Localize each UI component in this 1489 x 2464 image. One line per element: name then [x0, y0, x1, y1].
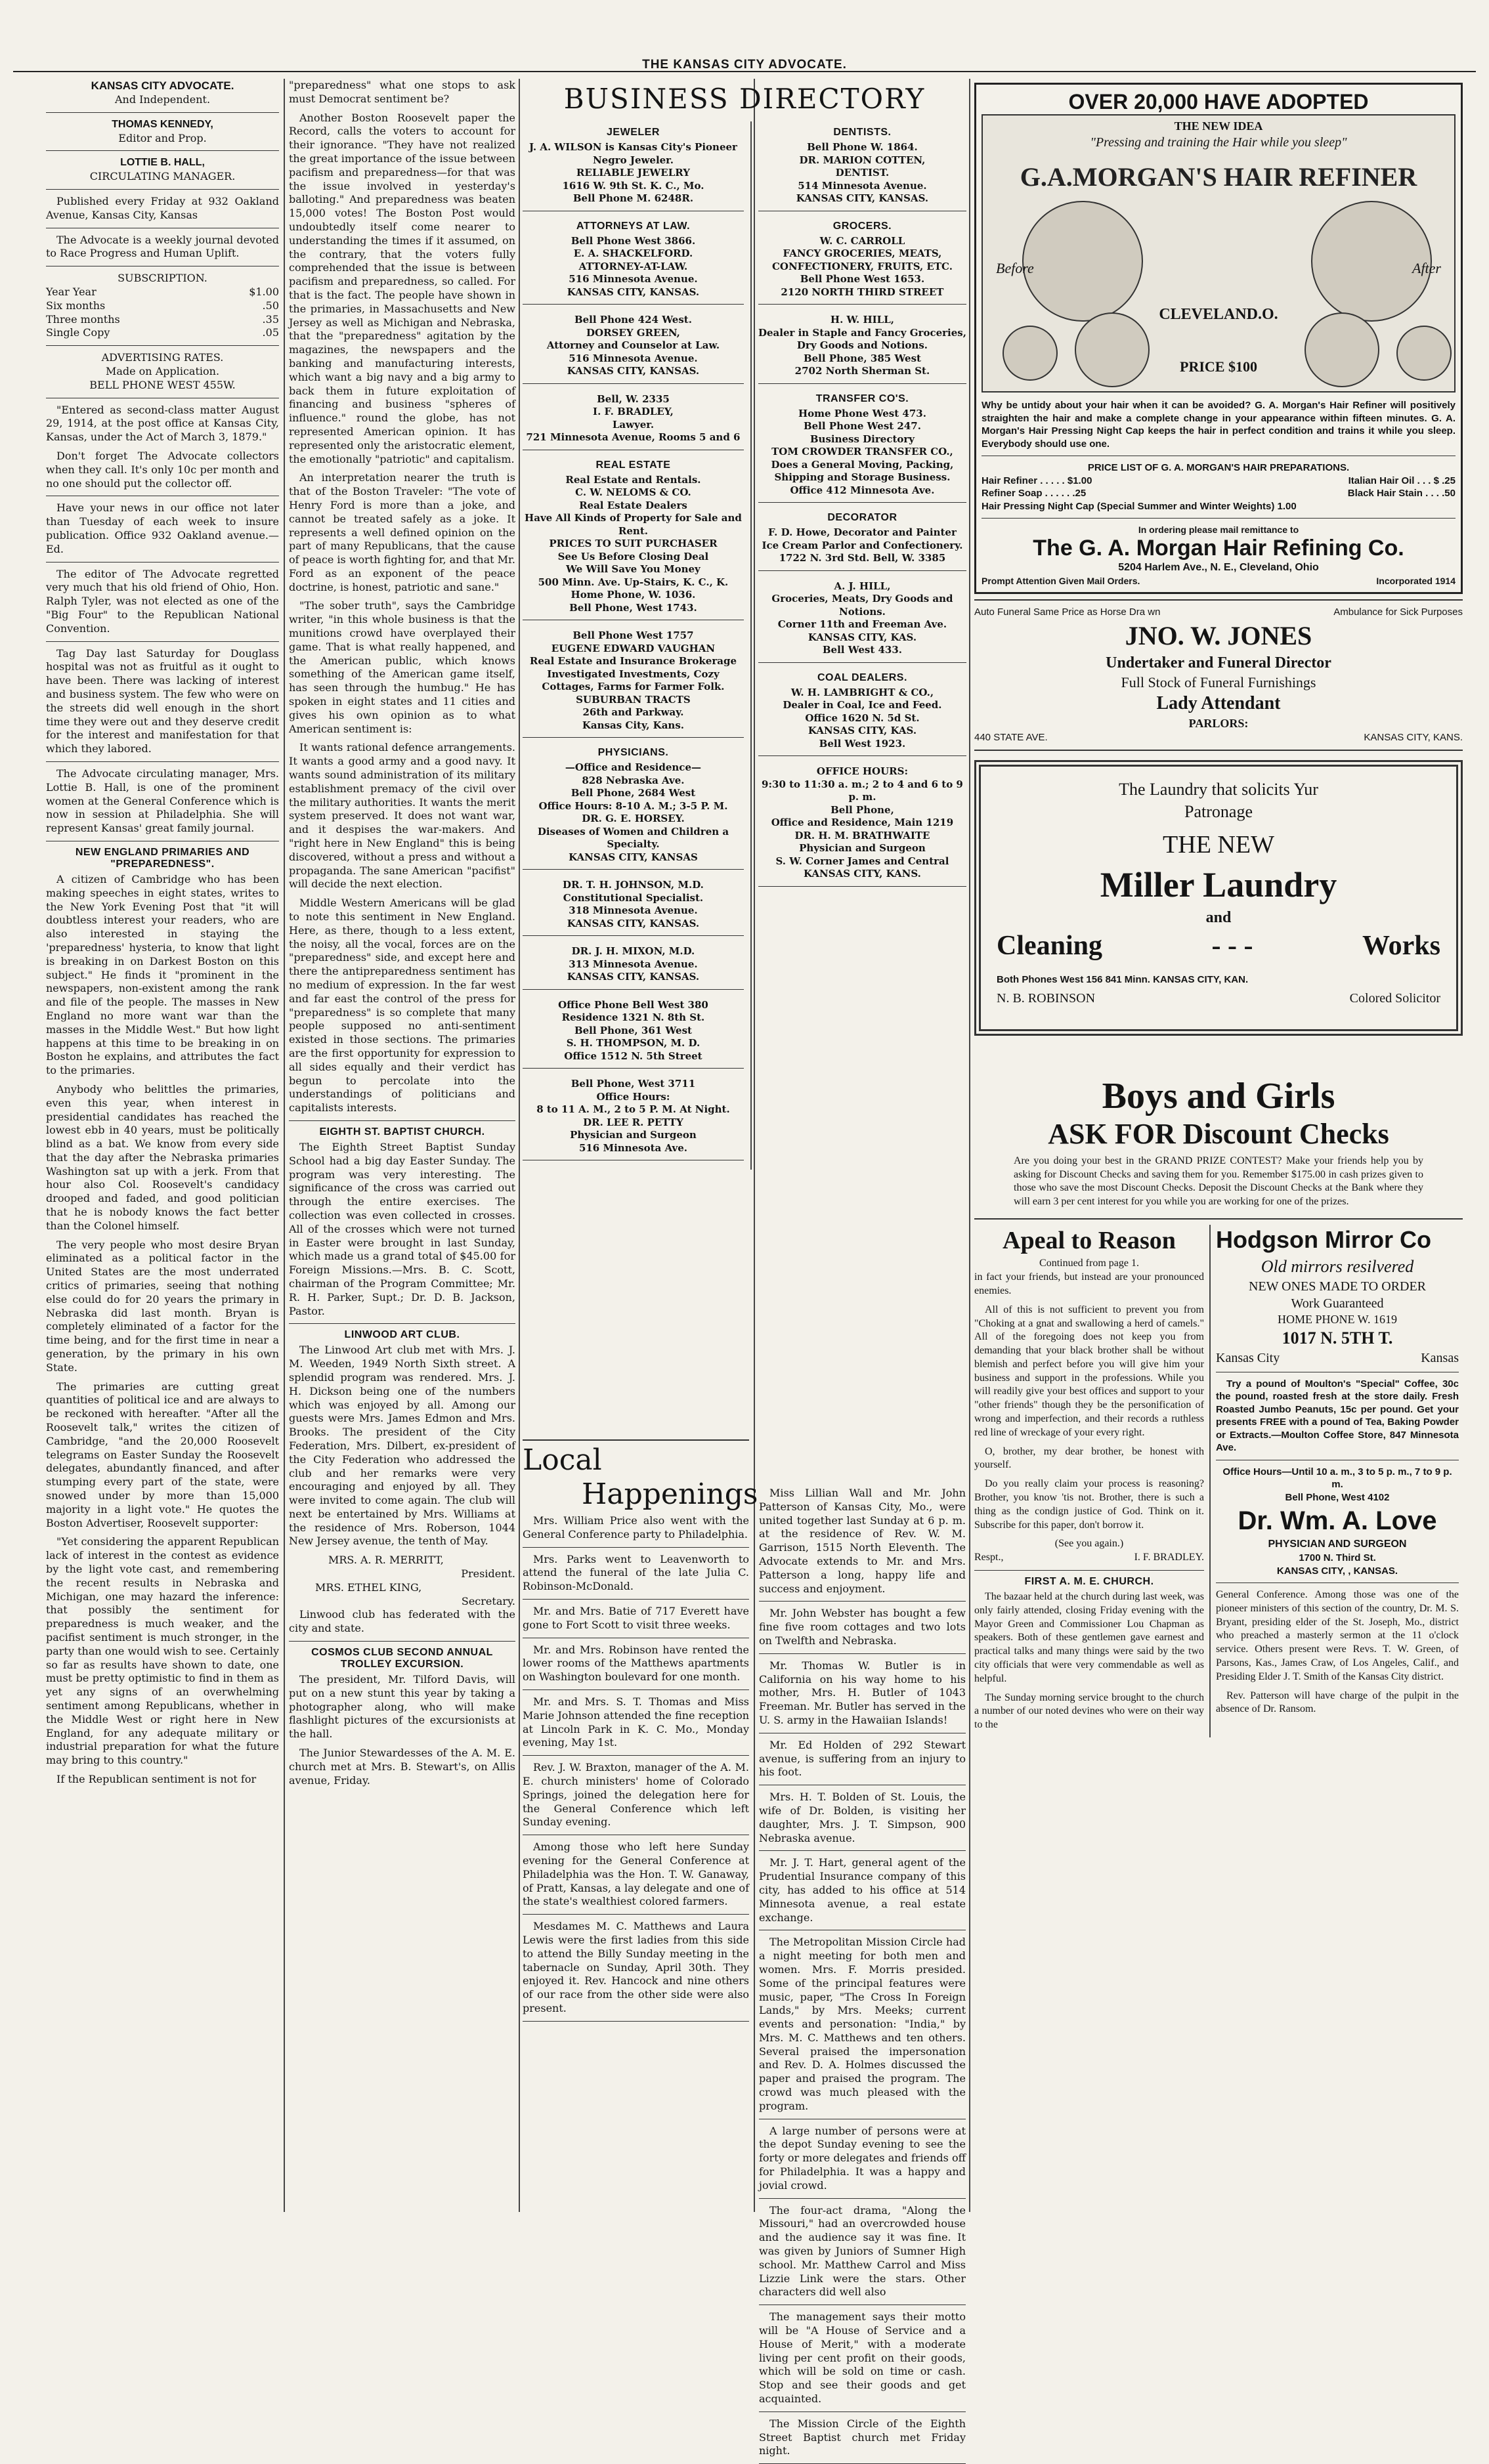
company-name: The G. A. Morgan Hair Refining Co. [1033, 536, 1404, 561]
article-paragraph: The president, Mr. Tilford Davis, will put on a new stunt this year by taking a photographer along, who will make flashlight pictures of the excursionists at the hall. [289, 1673, 515, 1741]
local-title-2: Happenings [582, 1477, 758, 1511]
directory-entry [523, 629, 744, 738]
apeal-respt: Respt., [974, 1552, 1004, 1563]
price-item: Italian Hair Oil . . . $ .25 [1348, 475, 1456, 486]
hodgson-state: Kansas [1421, 1350, 1459, 1365]
manager-name: LOTTIE B. HALL, [120, 157, 205, 169]
article-paragraph: It wants rational defence arrangements. It wants a good army and a good navy. It wants sound administration of its military establishment premacy of the civil over the military authorities. It wants the merit system preserved. It does not want war, and it despises the war-makers. And "right here in New England" this is being discovered, without a press and without a propaganda. The sane American "pacifist" will decide the next election. [289, 741, 515, 891]
laundry-solicitor: Colored Solicitor [1349, 991, 1440, 1006]
local-item: Mr. Ed Holden of 292 Stewart avenue, is suffering from an injury to his foot. [759, 1738, 966, 1779]
love-title: PHYSICIAN AND SURGEON [1268, 1539, 1407, 1550]
laundry-line: and [1205, 908, 1232, 926]
local-happenings-right [759, 1487, 966, 2457]
apeal-signature: I. F. BRADLEY. [1134, 1552, 1204, 1563]
directory-listing: Office Phone Bell West 380 Residence 1321 N. 8th St. Bell Phone, 361 West S. H. THOMPSON, M. D. Office 1512 N. 5th Street [558, 998, 708, 1062]
apeal-article [974, 1225, 1204, 1737]
article-heading: NEW ENGLAND PRIMARIES AND "PREPAREDNESS". [75, 846, 250, 870]
undertaker-parlors: PARLORS: [1188, 716, 1249, 730]
subscription-row: Six months .50 [46, 299, 279, 312]
directory-entry [523, 221, 744, 305]
directory-listing: Bell Phone West 3866. E. A. SHACKELFORD. ATTORNEY-AT-LAW. 516 Minnesota Avenue. KANSAS CITY, KANSAS. [567, 234, 700, 298]
local-item: The management says their motto will be "A House of Service and a House of Merit," with a moderate living per cent profit on their goods, which will be sold on time or cash. Stop and see their goods and get acquainted. [759, 2310, 966, 2406]
directory-entry [523, 314, 744, 384]
column-2 [289, 79, 515, 2212]
apeal-continued: Continued from page 1. [1039, 1258, 1139, 1269]
laundry-owner: N. B. ROBINSON [997, 991, 1096, 1006]
directory-listing: W. H. LAMBRIGHT & CO., Dealer in Coal, Ice and Feed. Office 1620 N. 5d St. KANSAS CITY, KAS. Bell West 1923. [783, 686, 942, 750]
directory-listing: A. J. HILL, Groceries, Meats, Dry Goods and Notions. Corner 11th and Freeman Ave. KANSAS CITY, KAS. Bell West 433. [771, 580, 953, 656]
published-note: Published every Friday at 932 Oakland Avenue, Kansas City, Kansas [46, 195, 279, 221]
local-item: Mr. Thomas W. Butler is in California on his way home to his mother, Mrs. H. Butler of 1043 Freeman. Mr. Butler has served in the U. S. army in the Hawaiian Islands! [759, 1659, 966, 1726]
directory-listing: OFFICE HOURS: 9:30 to 11:30 a. m.; 2 to 4 and 6 to 9 p. m. Bell Phone, Office and Residence, Main 1219 DR. H. M. BRATHWAITE Physician and Surgeon S. W. Corner James and Central KANSAS CITY, KANS. [762, 765, 963, 880]
article-paragraph: The primaries are cutting great quantities of political ice and are always to be reckoned with hereafter. "After all the Roosevelt talk," writes the citizen of Cambridge, "and the 20,000 Roosevelt telegrams on Easter Sunday the Roosevelt delegates, abundantly financed, and after stumping every part of the state, were snowed under by more than 15,000 majority in a light vote." He quotes the Boston Advertiser, Roosevelt supporter: [46, 1380, 279, 1529]
masthead-rule [13, 71, 1476, 72]
laundry-line: The Laundry that solicits Yur [1119, 779, 1318, 799]
advertising-heading: ADVERTISING RATES. [101, 351, 224, 364]
laundry-name: Miller Laundry [1100, 864, 1337, 904]
directory-entry [523, 945, 744, 990]
manager-role: CIRCULATING MANAGER. [89, 170, 236, 183]
directory-entry [758, 580, 966, 663]
paper-name: KANSAS CITY ADVOCATE. [91, 79, 234, 92]
article-paragraph: The Linwood Art club met with Mrs. J. M. Weeden, 1949 North Sixth street. A splendid program was rendered. Mrs. J. H. Dickson being one of the numbers which was enjoyed by all. Among our guests were Mrs. James Edmon and Mrs. Brooks. The president of the City Federation, Mrs. Dilbert, ex-president of the City Federation who addressed the club and her remarks were very encouraging and enjoyed by all. They were invited to come again. The club will next be entertained by Mrs. Williams at the residence of Mrs. Roberson, 1044 New Jersey avenue, the tenth of May. [289, 1344, 515, 1548]
signature: MRS. A. R. MERRITT, [328, 1554, 444, 1567]
company-address: 5204 Harlem Ave., N. E., Cleveland, Ohio [1118, 562, 1319, 574]
hair-ad-pitch: Why be untidy about your hair when it can be avoided? G. A. Morgan's Hair Refiner will positively straighten the hair and make a complete change in your appearance within fifteen minutes. G. A. Morgan's Hair Pressing Night Cap keeps the hair in perfect condition and trains it while you sleep. Everybody should use one. [982, 400, 1456, 450]
column-5-ads [974, 79, 1463, 2212]
local-item: Mr. John Webster has bought a few fine five room cottages and two lots on Twelfth and Nebraska. [759, 1607, 966, 1647]
local-item: Mr. and Mrs. S. T. Thomas and Miss Marie Johnson attended the fine reception at Lincoln Park in K. C. Mo., Monday evening, May 1st. [523, 1695, 749, 1749]
local-item: Miss Lillian Wall and Mr. John Patterson of Kansas City, Mo., were united together last Sunday at 6 p. m. at the residence of Rev. W. M. Garrison, 1515 North Eleventh. The Advocate extends to Mr. and Mrs. Patterson a long, happy life and success and enjoyment. [759, 1487, 966, 1595]
hodgson-line: NEW ONES MADE TO ORDER [1248, 1279, 1426, 1294]
editor-name: THOMAS KENNEDY, [112, 118, 213, 130]
laundry-dashes: - - - [1211, 931, 1253, 962]
article-paragraph: A citizen of Cambridge who has been making speeches in eight states, writes to the New York Evening Post that "it will doubtless interest your readers, who are also interested in staying the 'preparedness' hysteria, to know that light is breaking in on Darkest Boston on this subject." He finds it "prominent in the newspapers, non-existent among the rank and file of the people. The masses in New England no more want war than the masses in the Middle West." But how light happens at this time to be breaking in on Boston he explains, and attributes the fact to the primaries. [46, 872, 279, 1077]
directory-category: DECORATOR [827, 512, 897, 523]
directory-listing: —Office and Residence— 828 Nebraska Ave. Bell Phone, 2684 West Office Hours: 8-10 A. M.; 3-5 P. M. DR. G. E. HORSEY. Diseases of Women and Children a Specialty. KANSAS CITY, KANSAS [537, 761, 729, 863]
directory-entry [523, 747, 744, 870]
article-paragraph: Another Boston Roosevelt paper the Record, calls the voters to account for their ignorance. "They have not realized the great importance of the issue between pacifism and preparedness—for that was the issue involved in yesterday's balloting." And preparedness was beaten 15,000 votes! The Boston Post would undoubtedly itself come nearer to understanding the times if it assumed, on the contrary, that the voters fully comprehended that the issue is between pacifism and preparedness, so called. For that is the fact. The people have shown in the primaries, in Massachusetts and New Jersey as well as Michigan and Nebraska, that the "preparedness" agitation by the magazines, the newspapers and the banking and manufacturing interests, which want a big navy and a big army to back them in future exploitation of financing and business "spheres of influence." round the globe, has not represented American opinion. It has represented only the aristocratic element, the emotionally "patriotic" and capitalism. [289, 111, 515, 465]
love-city: KANSAS CITY, , KANSAS. [1276, 1565, 1398, 1577]
directory-listing: DR. T. H. JOHNSON, M.D. Constitutional Specialist. 318 Minnesota Avenue. KANSAS CITY, KANSAS. [563, 879, 704, 929]
discount-subhead: ASK FOR Discount Checks [1048, 1117, 1389, 1150]
subscription-heading: SUBSCRIPTION. [118, 272, 207, 285]
hair-ad-after: After [1412, 260, 1441, 276]
directory-entry [758, 393, 966, 503]
hair-ad-arc-1: THE NEW IDEA [1174, 119, 1263, 133]
subscription-row: Three months .35 [46, 312, 279, 326]
weekly-note: The Advocate is a weekly journal devoted to Race Progress and Human Uplift. [46, 233, 279, 260]
paper-masthead-title: THE KANSAS CITY ADVOCATE. [642, 58, 847, 72]
hair-ad-headline: OVER 20,000 HAVE ADOPTED [1068, 90, 1369, 114]
news-note: Have your news in our office not later than Tuesday of each week to insure publication. Office 932 Oakland avenue.—Ed. [46, 501, 279, 555]
apeal-see: (See you again.) [1054, 1538, 1124, 1550]
directory-category: TRANSFER CO'S. [815, 393, 909, 404]
laundry-line: THE NEW [1163, 831, 1274, 859]
signature-role: President. [461, 1567, 515, 1581]
directory-category: COAL DEALERS. [817, 671, 907, 683]
article-paragraph: Rev. Patterson will have charge of the pulpit in the absence of Dr. Ransom. [1216, 1689, 1459, 1715]
remit-note: In ordering please mail remittance to [1138, 524, 1299, 535]
love-phone: Bell Phone, West 4102 [1285, 1491, 1390, 1503]
undertaker-address: 440 STATE AVE. [974, 732, 1048, 744]
signature: MRS. ETHEL KING, [315, 1581, 422, 1594]
hair-ad-arc-2: "Pressing and training the Hair while you sleep" [1090, 135, 1347, 150]
hair-ad-before: Before [996, 260, 1034, 276]
directory-entry [523, 393, 744, 450]
subscription-row: Single Copy .05 [46, 326, 279, 339]
price-item: Refiner Soap . . . . . .25 [982, 488, 1087, 499]
local-happenings-left [523, 1434, 758, 2212]
editor-role: Editor and Prop. [118, 131, 207, 144]
undertaker-city: KANSAS CITY, KANS. [1364, 732, 1463, 744]
article-paragraph: Anybody who belittles the primaries, even this year, when interest in presidential candidates has reached the lowest ebb in 40 years, must be politically blind as a bat. We know from every side that the day after the Nebraska primaries Washington sat up with a jerk. From that hour also Col. Roosevelt's candidacy drooped and faded, and good politician that he is nobody knows the fact better than the Colonel himself. [46, 1082, 279, 1232]
undertaker-ad [974, 606, 1463, 744]
funeral-auto: Auto Funeral Same Price as Horse Dra wn [974, 606, 1161, 618]
local-item: Mr. and Mrs. Robinson have rented the lower rooms of the Matthews apartments on Washington boulevard for one month. [523, 1643, 749, 1684]
hodgson-name: Hodgson Mirror Co [1216, 1225, 1431, 1253]
article-paragraph: "Yet considering the apparent Republican lack of interest in the contest as evidence by the light vote cast, and remembering the recent results in Nebraska and Michigan, one may hazard the inference: that possibly the sentiment for preparedness is much weaker, and the pacifist sentiment is much stronger, in the party than one would wish to see. Certainly so far as results have shown to date, one must be pretty optimistic to find in them as yet any signs of an overwhelming sentiment among Republicans, whether in the Middle West or right here in New England, for any adequate military or industrial preparation for what the future may bring to this country." [46, 1535, 279, 1767]
directory-entry [758, 314, 966, 384]
incorporated-note: Incorporated 1914 [1376, 575, 1456, 586]
hair-ad-city: CLEVELAND.O. [1159, 306, 1278, 323]
directory-category: ATTORNEYS AT LAW. [576, 220, 691, 232]
advertising-sub: Made on Application. [105, 365, 220, 378]
article-paragraph: Do you really claim your process is reasoning? Brother, you know 'tis not. Brother, there is such a thing as the condign justice of God. Think on it. Subscribe for this paper, don't borrow it. [974, 1478, 1204, 1531]
mail-order-note: Prompt Attention Given Mail Orders. [982, 575, 1140, 586]
hair-ad-price: PRICE $100 [1180, 358, 1257, 375]
article-heading: EIGHTH ST. BAPTIST CHURCH. [319, 1126, 485, 1137]
directory-listing: Bell Phone, West 3711 Office Hours: 8 to 11 A. M., 2 to 5 P. M. At Night. DR. LEE R. PETTY Physician and Surgeon 516 Minnesota Ave. [536, 1078, 730, 1154]
apeal-title: Apeal to Reason [1003, 1226, 1176, 1254]
undertaker-stock: Full Stock of Funeral Furnishings [1121, 673, 1316, 690]
directory-listing: H. W. HILL, Dealer in Staple and Fancy Groceries, Dry Goods and Notions. Bell Phone, 385 West 2702 North Sherman St. [758, 314, 966, 377]
directory-entry [758, 765, 966, 887]
article-paragraph: Middle Western Americans will be glad to note this sentiment in New England. Here, as there, though to a less extent, the noisy, all the vocal, forces are on the "preparedness" side, and except here and there the antipreparedness sentiment has no medium of expression. In the far west and far east the control of the press for "preparedness" is so complete that many people supposed no anti-sentiment existed in those sections. The primaries are the first opportunity for expression to all sides equally and their verdict has begun to percolate into the understandings of politicians and capitalists interests. [289, 897, 515, 1115]
article-circulating-manager: The Advocate circulating manager, Mrs. Lottie B. Hall, is one of the prominent women at the General Conference which is now in session at Philadelphia. She will represent Kansas' great family journal. [46, 767, 279, 835]
local-item: Mesdames M. C. Matthews and Laura Lewis were the first ladies from this side to attend the Billy Sunday meeting in the tabernacle on Sunday, April 30th. They enjoyed it. Rev. Hancock and nine others of our race from the other side were also present. [523, 1920, 749, 2014]
local-item: Mrs. H. T. Bolden of St. Louis, the wife of Dr. Bolden, is visiting her daughter, Mrs. J. T. Simpson, 900 Nebraska avenue. [759, 1791, 966, 1844]
directory-entry [523, 459, 744, 621]
directory-listing: DR. J. H. MIXON, M.D. 313 Minnesota Avenue. KANSAS CITY, KANSAS. [567, 945, 700, 983]
directory-category: JEWELER [607, 127, 660, 138]
directory-left-column [523, 121, 744, 1170]
directory-listing: Home Phone West 473. Bell Phone West 247. Business Directory TOM CROWDER TRANSFER CO., Does a General Moving, Packing, Shipping and Storage Business. Office 412 Minnesota Ave. [771, 407, 954, 496]
business-directory [523, 79, 966, 1552]
price-item: Black Hair Stain . . . .50 [1347, 488, 1456, 499]
laundry-ad [974, 760, 1463, 1036]
directory-listing: Bell Phone 424 West. DORSEY GREEN, Attorney and Counselor at Law. 516 Minnesota Avenue. KANSAS CITY, KANSAS. [546, 314, 720, 377]
laundry-cleaning: Cleaning [997, 931, 1103, 962]
article-heading: COSMOS CLUB SECOND ANNUAL TROLLEY EXCURSION. [311, 1647, 493, 1670]
article-paragraph: The Eighth Street Baptist Sunday School had a big day Easter Sunday. The program was very interesting. The significance of the cross was carried out through the entire exercises. The collection was even collected in crosses. All of the crosses which were not turned in Easter were brought in last Sunday, which made us a grand total of $45.00 for Foreign Missions.—Mrs. B. C. Scott, chairman of the Program Committee; Mr. R. H. Parker, Supt.; Dr. D. B. Jackson, Pastor. [289, 1140, 515, 1317]
directory-category: GROCERS. [832, 220, 892, 232]
local-item: Mrs. Parks went to Leavenworth to attend the funeral of the late Julia C. Robinson-McDonald. [523, 1552, 749, 1593]
paper-subtitle: And Independent. [114, 93, 211, 106]
local-item: The Metropolitan Mission Circle had a night meeting for both men and women. Mrs. F. Morris presided. Some of the principal features were music, paper, "The Cross In Foreign Lands," by Mrs. Meeks; current events and personation: "India," by Mrs. M. C. Matthews and ten others. Several praised the impersonation and Rev. D. A. Holmes discussed the paper and praised the program. The crowd was much pleased with the program. [759, 1936, 966, 2112]
directory-right-column [758, 121, 966, 1170]
article-tag-day: Tag Day last Saturday for Douglass hospital was not as fruitful as it ought to have been. There was lacking of interest and business system. The few who were on the streets did well enough in the short time they were out and they deserve credit for the interest and manifestation for that which they labored. [46, 647, 279, 755]
undertaker-name: JNO. W. JONES [1125, 620, 1312, 650]
undertaker-lady: Lady Attendant [1156, 693, 1281, 714]
column-1 [46, 79, 279, 2212]
local-item: Rev. J. W. Braxton, manager of the A. M. E. church ministers' home of Colorado Springs, joined the delegation here for the General Conference which left Sunday evening. [523, 1761, 749, 1829]
directory-title: BUSINESS DIRECTORY [563, 83, 926, 115]
local-item: A large number of persons were at the depot Sunday evening to see the forty or more delegates and friends off for Philadelphia. It was a happy and jovial crowd. [759, 2124, 966, 2192]
article-paragraph: The very people who most desire Bryan eliminated as a political factor in the United States are the most underrated critics of primaries, seeing that nothing else could do for 20 years the primary in Nebraska did last month. Bryan is completely eliminated of a factor for the time being, and for the first time in near a generation, by the primary in his own State. [46, 1238, 279, 1374]
directory-listing: F. D. Howe, Decorator and Painter Ice Cream Parlor and Confectionery. 1722 N. 3rd Std. Bell, W. 3385 [762, 526, 963, 564]
subscription-row: Year Year $1.00 [46, 286, 279, 299]
directory-listing: Bell Phone W. 1864. DR. MARION COTTEN, DENTIST. 514 Minnesota Avenue. KANSAS CITY, KANSAS. [796, 141, 929, 204]
hodgson-line: Work Guaranteed [1291, 1296, 1384, 1311]
local-item: The Mission Circle of the Eighth Street Baptist church met Friday night. [759, 2417, 966, 2457]
hodgson-address: 1017 N. 5TH T. [1282, 1328, 1393, 1348]
directory-entry [758, 672, 966, 757]
hodgson-line: Old mirrors resilvered [1261, 1256, 1414, 1276]
article-heading: LINWOOD ART CLUB. [344, 1329, 460, 1341]
directory-entry [523, 127, 744, 211]
funeral-ambulance: Ambulance for Sick Purposes [1333, 606, 1463, 618]
article-heading: FIRST A. M. E. CHURCH. [1024, 1576, 1154, 1588]
article-paragraph: in fact your friends, but instead are your pronounced enemies. [974, 1271, 1204, 1296]
discount-text: Are you doing your best in the GRAND PRIZE CONTEST? Make your friends help you by asking for Discount Checks and saving them for you. Remember $175.00 in cash prizes given to those who save the most Discount Checks. Deposit the Discount Checks at the Bank where they will earn 3 per cent interest for you while you are working for one of the prizes. [1014, 1155, 1423, 1208]
right-ads [1216, 1225, 1459, 1737]
collectors-note: Don't forget The Advocate collectors when they call. It's only 10c per month and no one should put the collector off. [46, 450, 279, 490]
local-item: Among those who left here Sunday evening for the General Conference at Philadelphia was the Hon. T. W. Ganaway, of Pratt, Kansas, a lay delegate and one of the state's wealthiest colored farmers. [523, 1840, 749, 1908]
article-paragraph: Linwood club has federated with the city and state. [289, 1608, 515, 1635]
directory-listing: J. A. WILSON is Kansas City's Pioneer Negro Jeweler. RELIABLE JEWELRY 1616 W. 9th St. K. C., Mo. Bell Phone M. 6248R. [529, 141, 737, 204]
column-rule [969, 79, 970, 2212]
undertaker-title: Undertaker and Funeral Director [1106, 654, 1331, 671]
article-paragraph: General Conference. Among those was one of the pioneer ministers of this section of the country, Dr. M. S. Bryant, presiding elder of the St. Joseph, Mo., district who preached a masterly sermon at the 11 o'clock service. Others present were Revs. T. W. Green, of Parsons, Kas., James Craw, of Los Angeles, Calif., and Presiding Elder J. T. Smith of the Kansas City district. [1216, 1589, 1459, 1682]
entered-note: "Entered as second-class matter August 29, 1914, at the post office at Kansas City, Kansas, under the Act of March 3, 1879." [46, 403, 279, 444]
article-paragraph: "preparedness" what one stops to ask must Democrat sentiment be? [289, 79, 515, 105]
discount-headline: Boys and Girls [1102, 1075, 1335, 1116]
local-item: The four-act drama, "Along the Missouri," had an overcrowded house and the audience say it was fine. It was given by Juniors of Sumner High school. Mr. Matthew Carrol and Miss Lizzie Link were the stars. Other characters did well also [759, 2203, 966, 2299]
masthead [13, 0, 1476, 72]
laundry-line: Patronage [1184, 801, 1253, 821]
article-paragraph: An interpretation nearer the truth is that of the Boston Traveler: "The vote of Henry Ford is more than a joke, and cannot be treated safely as a joke. It represents a well defined opinion on the part of many Republicans, that the cause of peace is worth fighting for, and that Mr. Ford as an exponent of the peace doctrine, is honest, patriotic and sane." [289, 471, 515, 593]
portrait-before [1022, 201, 1143, 322]
signature-role: Secretary. [461, 1594, 515, 1607]
column-rule [284, 79, 285, 2212]
laundry-works: Works [1362, 931, 1440, 962]
directory-entry [758, 512, 966, 571]
discount-ad [974, 1075, 1463, 1213]
directory-listing: Bell Phone West 1757 EUGENE EDWARD VAUGHAN Real Estate and Insurance Brokerage Investigated Investments, Cozy Cottages, Farms for Farmer Folk. SUBURBAN TRACTS 26th and Parkway. Kansas City, Kans. [529, 629, 737, 731]
directory-listing: Real Estate and Rentals. C. W. NELOMS & CO. Real Estate Dealers Have All Kinds of Property for Sale and Rent. PRICES TO SUIT PURCHASER See Us Before Closing Deal We Will Save You Money 500 Minn. Ave. Up-Stairs, K. C., K. Home Phone, W. 1036. Bell Phone, West 1743. [525, 473, 742, 614]
directory-listing: W. C. CARROLL FANCY GROCERIES, MEATS, CONFECTIONERY, FRUITS, ETC. Bell Phone West 1653. 2120 NORTH THIRD STREET [771, 234, 953, 298]
laundry-phone: Both Phones West 156 841 Minn. KANSAS CITY, KAN. [997, 973, 1249, 985]
local-item: Mr. J. T. Hart, general agent of the Prudential Insurance company of this city, has added to his office at 514 Minnesota avenue, a real estate exchange. [759, 1856, 966, 1924]
article-paragraph: If the Republican sentiment is not for [56, 1772, 257, 1785]
advertising-phone: BELL PHONE WEST 455W. [89, 378, 236, 391]
directory-category: DENTISTS. [833, 127, 892, 138]
directory-entry [523, 1078, 744, 1160]
article-paragraph: "The sober truth", says the Cambridge writer, "in this whole business is that the munitions crowd have overplayed their game. That is what really happened, and the American public, which knows something of the American game itself, has seen through the humbug." He has spoken in eight states and 11 cities and gives his own opinion as to what American sentiment is: [289, 599, 515, 735]
hair-ad-brand: G.A.MORGAN'S HAIR REFINER [1020, 162, 1417, 192]
price-item: Hair Refiner . . . . . $1.00 [982, 475, 1092, 486]
article-editor-regret: The editor of The Advocate regretted very much that his old friend of Ohio, Hon. Ralph Tyler, was not elected as one of the "Big Four" to the Republican National Convention. [46, 567, 279, 635]
hair-refiner-illustration [982, 114, 1456, 393]
directory-entry [523, 999, 744, 1069]
hodgson-city: Kansas City [1216, 1350, 1280, 1365]
local-title-1: Local [523, 1443, 602, 1477]
hodgson-phone: HOME PHONE W. 1619 [1277, 1312, 1397, 1326]
love-address: 1700 N. Third St. [1299, 1552, 1376, 1563]
directory-category: PHYSICIANS. [597, 747, 669, 758]
article-paragraph: The Sunday morning service brought to the church a number of our noted devines who were on their way to the [974, 1691, 1204, 1731]
local-item: Mr. and Mrs. Batie of 717 Everett have gone to Fort Scott to visit three weeks. [523, 1604, 749, 1631]
article-paragraph: The Junior Stewardesses of the A. M. E. church met at Mrs. B. Stewart's, on Allis avenue, Friday. [289, 1747, 515, 1787]
local-item: Mrs. William Price also went with the General Conference party to Philadelphia. [523, 1514, 749, 1540]
article-paragraph: The bazaar held at the church during last week, was only fairly attended, closing Friday evening with the Mayor Green and Commissioner Lou Chapman as speakers. Both of these gentlemen gave earnest and practical talks and many things were said by the two city officials that were very commendable as well as helpful. [974, 1591, 1204, 1684]
price-list-heading: PRICE LIST OF G. A. MORGAN'S HAIR PREPARATIONS. [1087, 462, 1350, 473]
directory-entry [758, 127, 966, 211]
article-paragraph: All of this is not sufficient to prevent you from "Choking at a gnat and swallowing a herd of camels." All of the foregoing does not keep you from demanding that your black brother shall be without blemish and perfect before you will give him your business and support in the professions. While you will readily give your best offices and support to your "other friends" though they be the personification of wrong and imperfection, and their records a ruthless red line of wreckage of your every right. [974, 1304, 1204, 1438]
article-paragraph: O, brother, my dear brother, be honest with yourself. [974, 1445, 1204, 1471]
directory-listing: Bell, W. 2335 I. F. BRADLEY, Lawyer. 721 Minnesota Avenue, Rooms 5 and 6 [526, 393, 741, 443]
product-icon [1075, 312, 1150, 387]
directory-category: REAL ESTATE [595, 459, 671, 471]
column-rule [519, 79, 520, 2212]
hair-refiner-ad [974, 83, 1463, 594]
love-name: Dr. Wm. A. Love [1238, 1506, 1437, 1536]
coffee-ad: Try a pound of Moulton's "Special" Coffee, 30c the pound, roasted fresh at the store daily. Fresh Roasted Jumbo Peanuts, 15c per pound. Get your presents FREE with a pound of Tea, Baking Powder or Extracts.—Moulton Coffee Store, 847 Minnesota Ave. [1216, 1378, 1459, 1454]
love-hours: Office Hours—Until 10 a. m., 3 to 5 p. m., 7 to 9 p. m. [1222, 1466, 1452, 1491]
directory-entry [758, 221, 966, 305]
directory-entry [523, 879, 744, 936]
price-item: Hair Pressing Night Cap (Special Summer and Winter Weights) 1.00 [982, 500, 1297, 512]
product-icon [1305, 312, 1379, 387]
